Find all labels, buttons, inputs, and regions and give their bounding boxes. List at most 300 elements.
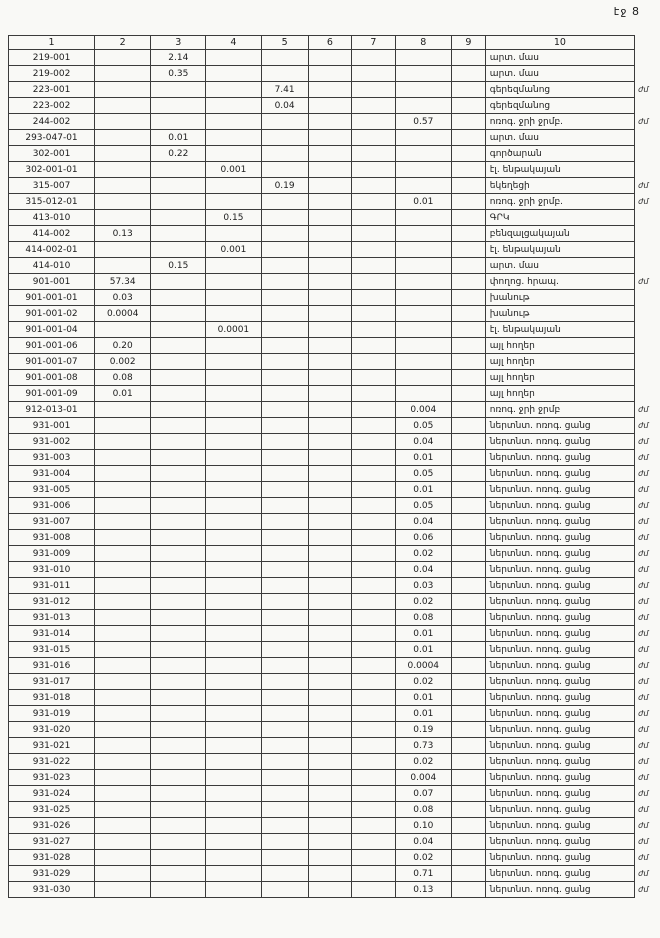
- cell-col2: [95, 802, 151, 818]
- cell-col4: [206, 802, 261, 818]
- table-row: [9, 50, 660, 66]
- cell-col8: [395, 210, 451, 226]
- cell-col7: [352, 882, 396, 898]
- cell-col5: [261, 258, 308, 274]
- cell-col10: ներտնտ. ոռոգ. ցանց: [485, 850, 634, 866]
- cell-col1: 414-002: [9, 226, 95, 242]
- cell-col3: [151, 690, 206, 706]
- cell-col2: [95, 146, 151, 162]
- cell-col4: [206, 546, 261, 562]
- margin-note: ժմ: [638, 885, 649, 894]
- cell-col2: [95, 530, 151, 546]
- cell-col5: [261, 562, 308, 578]
- cell-col3: 0.22: [151, 146, 206, 162]
- cell-col7: [352, 146, 396, 162]
- cell-col10: ներտնտ. ոռոգ. ցանց: [485, 562, 634, 578]
- cell-col7: [352, 402, 396, 418]
- table-row: [9, 162, 660, 178]
- cell-col6: [308, 562, 352, 578]
- cell-col5: 0.04: [261, 98, 308, 114]
- table-row: [9, 834, 660, 850]
- cell-col1: 931-026: [9, 818, 95, 834]
- table-row: [9, 194, 660, 210]
- cell-col6: [308, 594, 352, 610]
- cell-col1: 931-013: [9, 610, 95, 626]
- cell-col9: [451, 850, 485, 866]
- cell-col1: 931-018: [9, 690, 95, 706]
- cell-col9: [451, 210, 485, 226]
- cell-col7: [352, 786, 396, 802]
- cell-col2: [95, 722, 151, 738]
- cell-col5: [261, 610, 308, 626]
- cell-col1: 931-028: [9, 850, 95, 866]
- cell-col10: ներտնտ. ոռոգ. ցանց: [485, 738, 634, 754]
- cell-col10: ոռոգ. ջրի ջրմբ.: [485, 194, 634, 210]
- cell-col10: արտ. մաս: [485, 50, 634, 66]
- cell-col2: [95, 866, 151, 882]
- margin-note: [635, 306, 660, 322]
- cell-col2: [95, 434, 151, 450]
- cell-col6: [308, 482, 352, 498]
- table-row: [9, 802, 660, 818]
- cell-col9: [451, 338, 485, 354]
- cell-col8: 0.01: [395, 706, 451, 722]
- cell-col10: ներտնտ. ոռոգ. ցանց: [485, 578, 634, 594]
- cell-col1: 219-002: [9, 66, 95, 82]
- cell-col9: [451, 370, 485, 386]
- cell-col4: 0.0001: [206, 322, 261, 338]
- cell-col3: [151, 562, 206, 578]
- cell-col2: [95, 418, 151, 434]
- column-header-1: 1: [9, 36, 95, 50]
- cell-col8: [395, 258, 451, 274]
- column-header-2: 2: [95, 36, 151, 50]
- cell-col4: [206, 274, 261, 290]
- cell-col6: [308, 402, 352, 418]
- cell-col7: [352, 210, 396, 226]
- margin-note-header: [635, 36, 660, 50]
- table-row: [9, 322, 660, 338]
- cell-col7: [352, 498, 396, 514]
- cell-col6: [308, 434, 352, 450]
- cell-col3: [151, 834, 206, 850]
- cell-col8: 0.73: [395, 738, 451, 754]
- cell-col4: [206, 50, 261, 66]
- table-row: [9, 146, 660, 162]
- cell-col3: [151, 354, 206, 370]
- cell-col2: [95, 82, 151, 98]
- cell-col1: 931-029: [9, 866, 95, 882]
- cell-col2: [95, 466, 151, 482]
- cell-col6: [308, 354, 352, 370]
- table-row: [9, 690, 660, 706]
- margin-note: [635, 322, 660, 338]
- cell-col6: [308, 658, 352, 674]
- cell-col9: [451, 546, 485, 562]
- cell-col10: էլ. ենթակայան: [485, 242, 634, 258]
- cell-col4: [206, 450, 261, 466]
- cell-col8: 0.02: [395, 754, 451, 770]
- cell-col5: [261, 706, 308, 722]
- margin-note: ժմ: [638, 565, 649, 574]
- cell-col2: [95, 882, 151, 898]
- cell-col2: [95, 562, 151, 578]
- cell-col2: [95, 210, 151, 226]
- cell-col10: ներտնտ. ոռոգ. ցանց: [485, 450, 634, 466]
- table-body: [9, 50, 660, 898]
- cell-col7: [352, 722, 396, 738]
- table-header-row: [9, 36, 660, 50]
- cell-col5: [261, 290, 308, 306]
- cell-col8: [395, 242, 451, 258]
- margin-note: ժմ: [638, 485, 649, 494]
- cell-col10: այլ հողեր: [485, 386, 634, 402]
- cell-col10: ներտնտ. ոռոգ. ցանց: [485, 818, 634, 834]
- cell-col3: [151, 274, 206, 290]
- cell-col8: [395, 370, 451, 386]
- cell-col8: 0.05: [395, 498, 451, 514]
- cell-col3: [151, 450, 206, 466]
- table-row: [9, 466, 660, 482]
- cell-col1: 901-001-01: [9, 290, 95, 306]
- cell-col7: [352, 850, 396, 866]
- cell-col8: 0.04: [395, 834, 451, 850]
- cell-col6: [308, 274, 352, 290]
- cell-col6: [308, 738, 352, 754]
- cell-col4: [206, 434, 261, 450]
- cell-col2: 0.20: [95, 338, 151, 354]
- cell-col9: [451, 770, 485, 786]
- cell-col10: ներտնտ. ոռոգ. ցանց: [485, 802, 634, 818]
- cell-col5: [261, 466, 308, 482]
- cell-col10: այլ հողեր: [485, 370, 634, 386]
- cell-col2: [95, 786, 151, 802]
- cell-col4: [206, 146, 261, 162]
- table-row: [9, 866, 660, 882]
- cell-col7: [352, 354, 396, 370]
- cell-col6: [308, 626, 352, 642]
- cell-col2: 0.01: [95, 386, 151, 402]
- cell-col10: ներտնտ. ոռոգ. ցանց: [485, 530, 634, 546]
- margin-note: [635, 50, 660, 66]
- cell-col8: 0.57: [395, 114, 451, 130]
- cell-col6: [308, 514, 352, 530]
- cell-col2: [95, 130, 151, 146]
- cell-col9: [451, 226, 485, 242]
- cell-col6: [308, 802, 352, 818]
- table-row: [9, 370, 660, 386]
- cell-col4: [206, 690, 261, 706]
- cell-col7: [352, 690, 396, 706]
- cell-col5: [261, 770, 308, 786]
- table-row: [9, 354, 660, 370]
- cell-col9: [451, 66, 485, 82]
- cell-col1: 931-011: [9, 578, 95, 594]
- table-row: [9, 530, 660, 546]
- cell-col3: 0.35: [151, 66, 206, 82]
- table-row: [9, 66, 660, 82]
- table-row: [9, 226, 660, 242]
- cell-col10: ներտնտ. ոռոգ. ցանց: [485, 770, 634, 786]
- table-row: [9, 338, 660, 354]
- margin-note: ժմ: [638, 533, 649, 542]
- cell-col6: [308, 226, 352, 242]
- cell-col5: [261, 818, 308, 834]
- table-row: [9, 498, 660, 514]
- margin-note: ժմ: [638, 437, 649, 446]
- cell-col4: [206, 674, 261, 690]
- cell-col4: [206, 722, 261, 738]
- margin-note: ժմ: [638, 581, 649, 590]
- cell-col2: 0.13: [95, 226, 151, 242]
- cell-col9: [451, 82, 485, 98]
- cell-col6: [308, 50, 352, 66]
- cell-col8: 0.02: [395, 674, 451, 690]
- cell-col1: 931-019: [9, 706, 95, 722]
- cell-col5: [261, 274, 308, 290]
- cell-col3: [151, 594, 206, 610]
- cell-col10: ներտնտ. ոռոգ. ցանց: [485, 722, 634, 738]
- cell-col1: 931-002: [9, 434, 95, 450]
- margin-note: ժմ: [638, 789, 649, 798]
- margin-note: [635, 258, 660, 274]
- margin-note: ժմ: [638, 661, 649, 670]
- cell-col6: [308, 98, 352, 114]
- cell-col5: [261, 194, 308, 210]
- cell-col7: [352, 706, 396, 722]
- cell-col8: [395, 274, 451, 290]
- cell-col3: 0.15: [151, 258, 206, 274]
- table-row: [9, 610, 660, 626]
- cell-col3: [151, 866, 206, 882]
- margin-note: [635, 210, 660, 226]
- cell-col10: ներտնտ. ոռոգ. ցանց: [485, 546, 634, 562]
- margin-note: [635, 386, 660, 402]
- cell-col4: [206, 818, 261, 834]
- cell-col1: 901-001-06: [9, 338, 95, 354]
- cell-col5: [261, 866, 308, 882]
- cell-col10: խանութ: [485, 290, 634, 306]
- table-row: [9, 418, 660, 434]
- cell-col4: [206, 882, 261, 898]
- cell-col8: 0.03: [395, 578, 451, 594]
- cell-col4: [206, 578, 261, 594]
- margin-note: [635, 162, 660, 178]
- cell-col3: [151, 850, 206, 866]
- table-row: [9, 770, 660, 786]
- table-row: [9, 98, 660, 114]
- margin-note: ժմ: [638, 741, 649, 750]
- table-row: [9, 434, 660, 450]
- cell-col6: [308, 418, 352, 434]
- cell-col8: 0.02: [395, 546, 451, 562]
- margin-note: ժմ: [638, 469, 649, 478]
- margin-note: ժմ: [638, 197, 649, 206]
- cell-col2: [95, 642, 151, 658]
- cell-col4: [206, 610, 261, 626]
- cell-col3: [151, 706, 206, 722]
- cell-col1: 931-021: [9, 738, 95, 754]
- cell-col8: 0.004: [395, 402, 451, 418]
- cell-col9: [451, 162, 485, 178]
- cell-col6: [308, 82, 352, 98]
- cell-col6: [308, 866, 352, 882]
- cell-col2: [95, 674, 151, 690]
- cell-col6: [308, 818, 352, 834]
- cell-col2: [95, 66, 151, 82]
- cell-col2: [95, 178, 151, 194]
- cell-col3: [151, 370, 206, 386]
- cell-col2: 0.0004: [95, 306, 151, 322]
- margin-note: [635, 226, 660, 242]
- cell-col7: [352, 642, 396, 658]
- table-row: [9, 882, 660, 898]
- table-row: [9, 402, 660, 418]
- cell-col1: 219-001: [9, 50, 95, 66]
- page-number-label: էջ 8: [613, 5, 640, 18]
- cell-col5: [261, 114, 308, 130]
- cell-col9: [451, 530, 485, 546]
- cell-col9: [451, 242, 485, 258]
- cell-col5: [261, 226, 308, 242]
- cell-col10: եկեղեցի: [485, 178, 634, 194]
- cell-col7: [352, 66, 396, 82]
- cell-col1: 931-008: [9, 530, 95, 546]
- cell-col3: [151, 802, 206, 818]
- cell-col7: [352, 418, 396, 434]
- cell-col2: [95, 770, 151, 786]
- cell-col8: [395, 66, 451, 82]
- cell-col1: 931-003: [9, 450, 95, 466]
- table-row: [9, 626, 660, 642]
- cell-col8: 0.04: [395, 562, 451, 578]
- cell-col1: 293-047-01: [9, 130, 95, 146]
- margin-note: ժմ: [638, 613, 649, 622]
- cell-col5: [261, 594, 308, 610]
- margin-note: ժմ: [638, 453, 649, 462]
- cell-col9: [451, 626, 485, 642]
- cell-col5: [261, 242, 308, 258]
- cell-col8: 0.02: [395, 594, 451, 610]
- cell-col5: [261, 674, 308, 690]
- cell-col4: 0.15: [206, 210, 261, 226]
- cell-col2: [95, 706, 151, 722]
- cell-col3: [151, 738, 206, 754]
- cell-col4: [206, 626, 261, 642]
- cell-col1: 931-012: [9, 594, 95, 610]
- cell-col9: [451, 386, 485, 402]
- cell-col5: [261, 354, 308, 370]
- cell-col2: [95, 850, 151, 866]
- cell-col4: [206, 642, 261, 658]
- cell-col6: [308, 258, 352, 274]
- cell-col4: [206, 738, 261, 754]
- cell-col4: [206, 562, 261, 578]
- cell-col9: [451, 50, 485, 66]
- cell-col10: ներտնտ. ոռոգ. ցանց: [485, 514, 634, 530]
- margin-note: [635, 66, 660, 82]
- margin-note: ժմ: [638, 645, 649, 654]
- cell-col5: [261, 386, 308, 402]
- cell-col9: [451, 786, 485, 802]
- cell-col8: 0.08: [395, 802, 451, 818]
- cell-col2: [95, 194, 151, 210]
- cell-col7: [352, 738, 396, 754]
- cell-col6: [308, 210, 352, 226]
- cell-col4: [206, 466, 261, 482]
- cell-col4: [206, 754, 261, 770]
- cell-col10: ոռոգ. ջրի ջրմբ: [485, 402, 634, 418]
- cell-col2: [95, 658, 151, 674]
- cell-col3: [151, 178, 206, 194]
- cell-col6: [308, 674, 352, 690]
- table-row: [9, 578, 660, 594]
- cell-col5: [261, 786, 308, 802]
- table-row: [9, 482, 660, 498]
- cell-col4: [206, 130, 261, 146]
- table-row: [9, 130, 660, 146]
- cell-col5: 7.41: [261, 82, 308, 98]
- cell-col9: [451, 306, 485, 322]
- cell-col3: [151, 770, 206, 786]
- cell-col3: [151, 610, 206, 626]
- cell-col5: [261, 626, 308, 642]
- margin-note: ժմ: [638, 117, 649, 126]
- cell-col6: [308, 722, 352, 738]
- margin-note: [635, 354, 660, 370]
- cell-col3: [151, 386, 206, 402]
- cell-col8: 0.0004: [395, 658, 451, 674]
- cell-col4: [206, 194, 261, 210]
- cell-col9: [451, 706, 485, 722]
- table-row: [9, 210, 660, 226]
- cell-col9: [451, 322, 485, 338]
- cell-col5: [261, 882, 308, 898]
- cell-col1: 931-001: [9, 418, 95, 434]
- cell-col8: 0.01: [395, 626, 451, 642]
- margin-note: ժմ: [638, 549, 649, 558]
- cell-col8: 0.05: [395, 466, 451, 482]
- cell-col9: [451, 114, 485, 130]
- cell-col10: ներտնտ. ոռոգ. ցանց: [485, 658, 634, 674]
- cell-col3: [151, 242, 206, 258]
- cell-col10: ներտնտ. ոռոգ. ցանց: [485, 466, 634, 482]
- cell-col1: 931-006: [9, 498, 95, 514]
- margin-note: ժմ: [638, 773, 649, 782]
- cell-col2: [95, 754, 151, 770]
- margin-note: [635, 146, 660, 162]
- cell-col9: [451, 450, 485, 466]
- cell-col5: [261, 418, 308, 434]
- cell-col2: [95, 162, 151, 178]
- table-row: [9, 274, 660, 290]
- cell-col10: գերեզմանոց: [485, 82, 634, 98]
- cell-col7: [352, 370, 396, 386]
- cell-col1: 223-001: [9, 82, 95, 98]
- cell-col1: 931-025: [9, 802, 95, 818]
- cell-col7: [352, 82, 396, 98]
- cell-col6: [308, 290, 352, 306]
- cell-col9: [451, 354, 485, 370]
- cell-col8: 0.19: [395, 722, 451, 738]
- cell-col6: [308, 450, 352, 466]
- table-row: [9, 754, 660, 770]
- cell-col7: [352, 114, 396, 130]
- margin-note: ժմ: [638, 805, 649, 814]
- margin-note: ժմ: [638, 821, 649, 830]
- cell-col1: 931-010: [9, 562, 95, 578]
- cell-col9: [451, 594, 485, 610]
